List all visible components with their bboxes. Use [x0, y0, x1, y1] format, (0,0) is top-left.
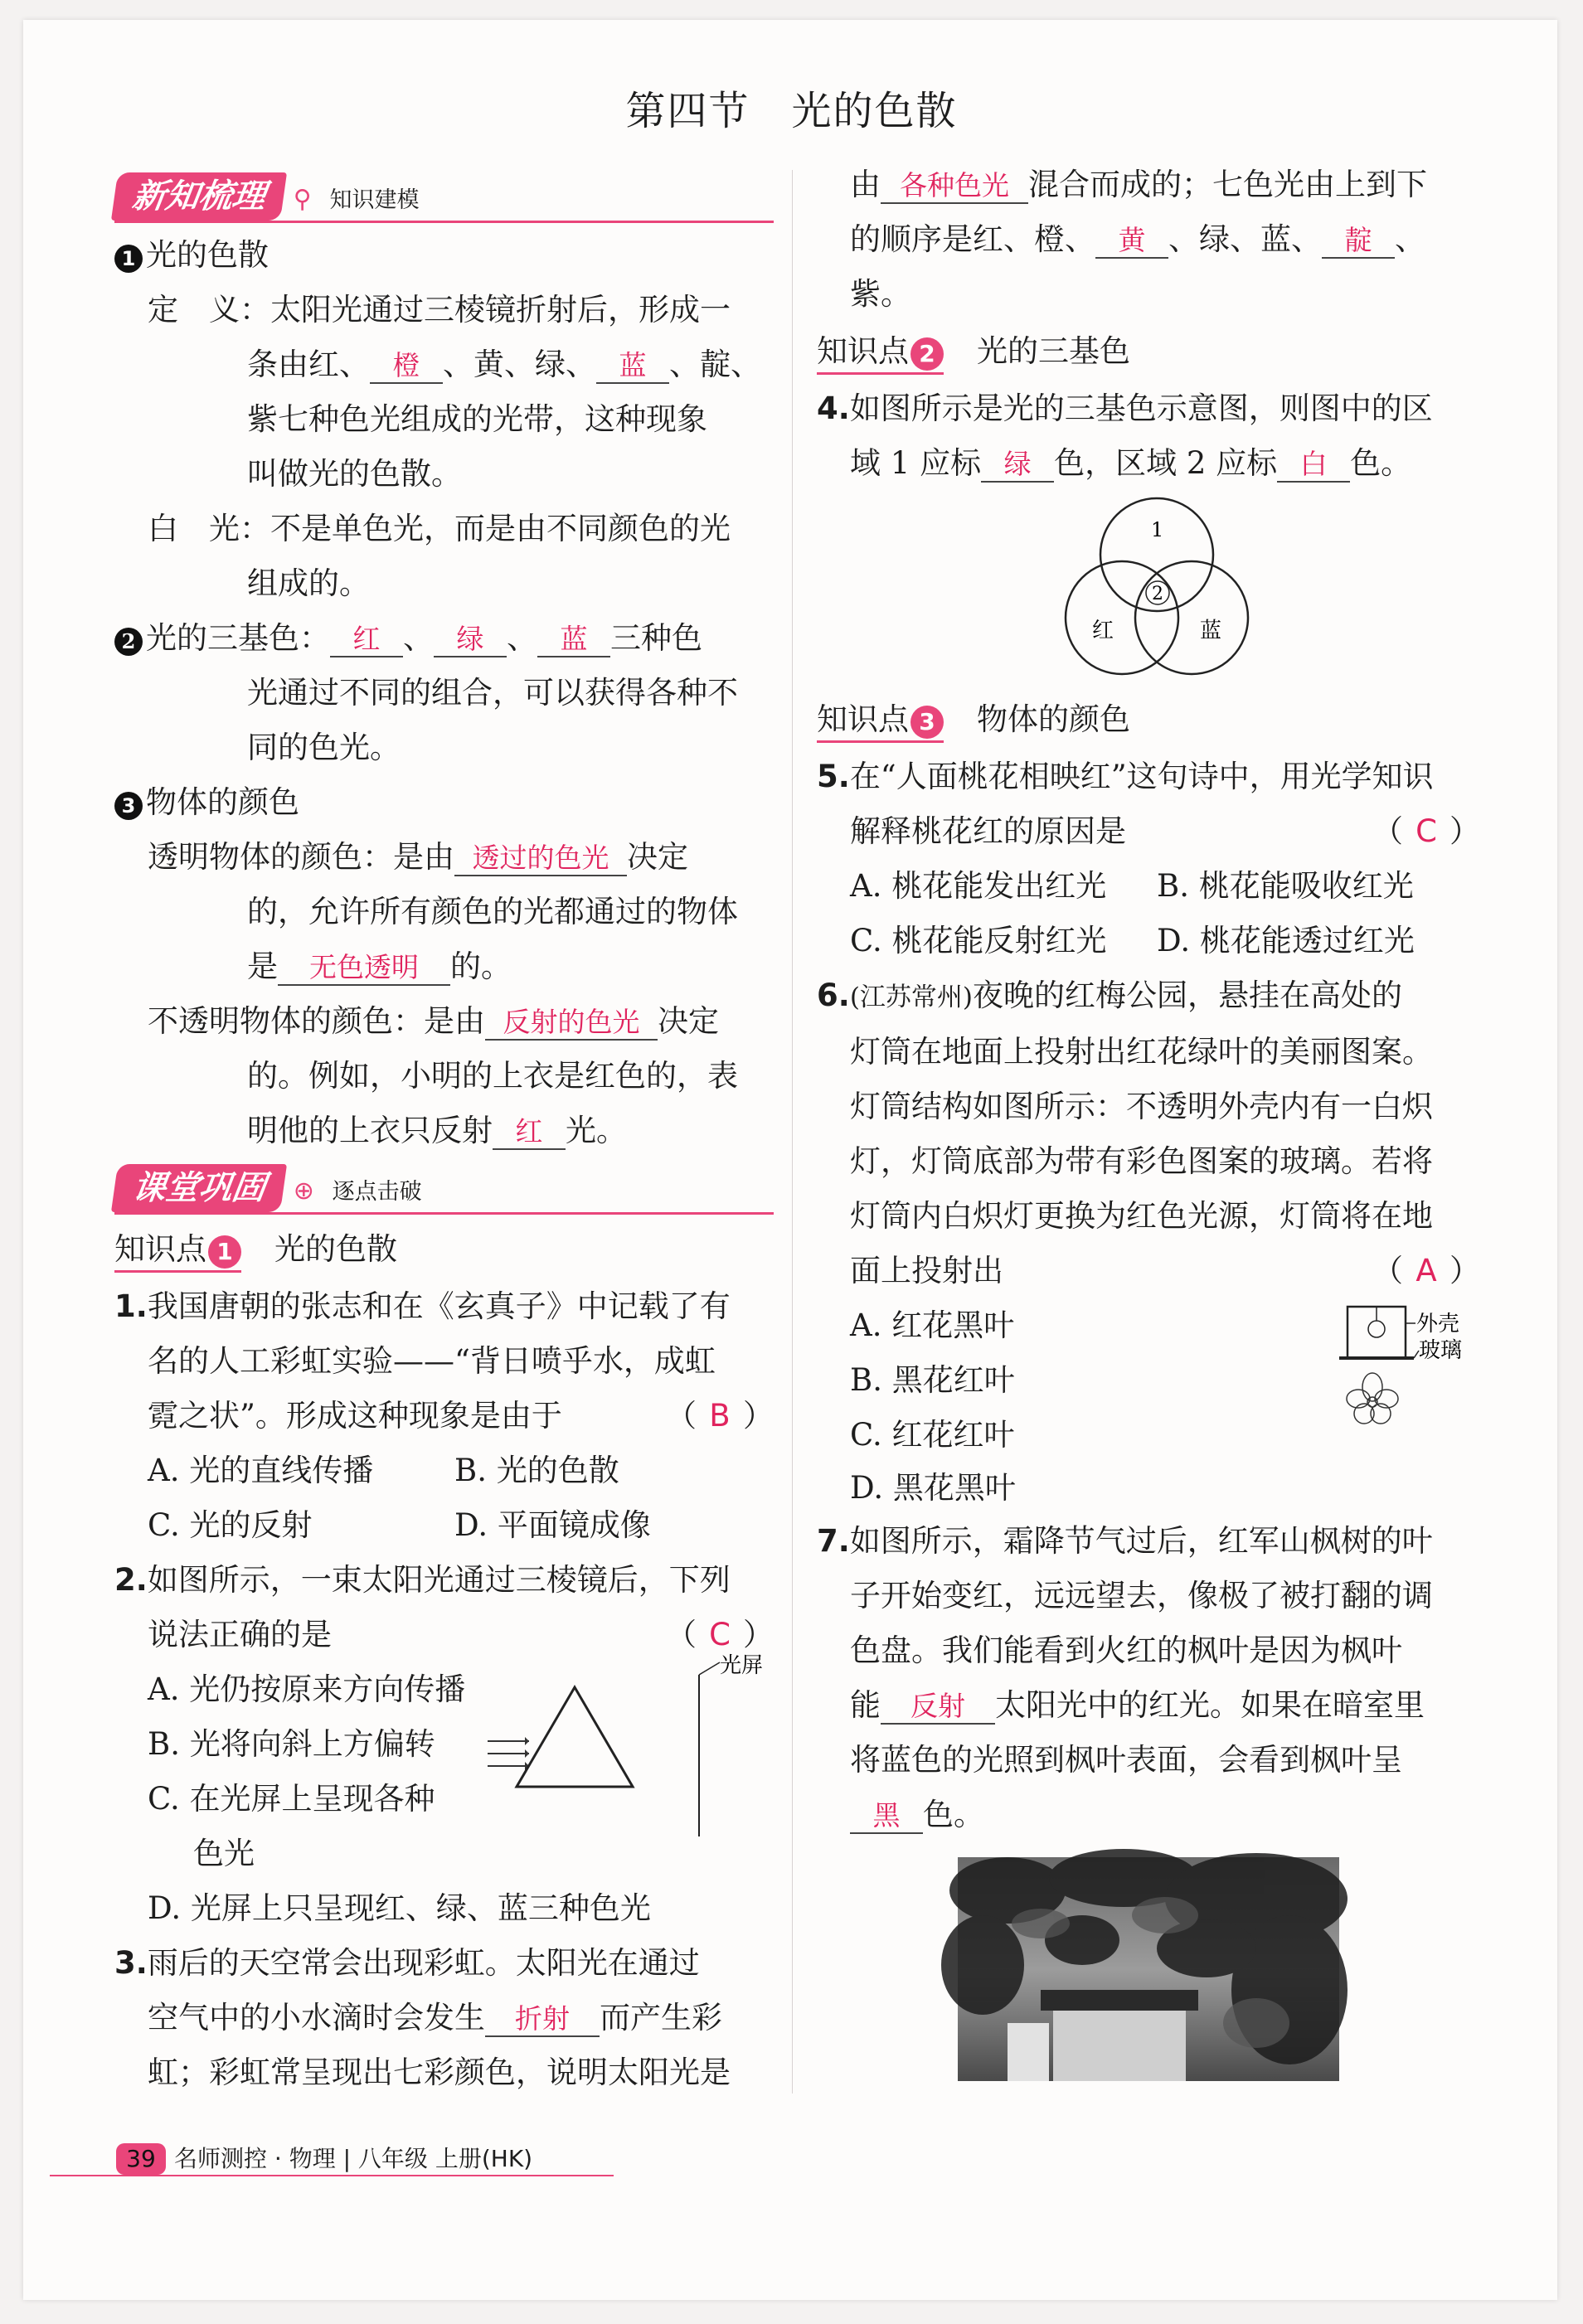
text: 、黄、绿、	[443, 347, 596, 382]
text: 、绿、蓝、	[1168, 221, 1322, 257]
question-text: 灯，灯筒底部为带有彩色图案的玻璃。若将	[850, 1143, 1433, 1179]
option-b[interactable]: B. 黑花红叶	[850, 1362, 1015, 1398]
kp-number: 2	[910, 337, 944, 371]
answer-paren	[666, 1389, 774, 1443]
text: 而产生彩	[600, 2000, 722, 2035]
text: 太阳光中的红光。如果在暗室里	[995, 1687, 1425, 1723]
question-number: 1.	[114, 1288, 148, 1324]
question-text: 灯筒结构如图所示：不透明外壳内有一白炽	[850, 1089, 1433, 1124]
options-row	[817, 859, 1480, 914]
answer-blank[interactable]: 黑	[850, 1799, 923, 1834]
transparent-label: 透明物体的颜色：	[148, 839, 393, 875]
text: 是	[247, 949, 278, 984]
page-footer	[116, 2141, 614, 2174]
kp-label-text: 知识点	[817, 701, 909, 737]
white-light-line: 组成的。	[247, 565, 370, 601]
leader-line	[699, 1662, 720, 1675]
transparent-line	[114, 939, 774, 994]
page-number: 39	[116, 2143, 166, 2175]
text: ）	[743, 1398, 774, 1434]
text: 、	[507, 620, 537, 656]
option-b[interactable]: B. 桃花能吸收红光	[1157, 868, 1414, 904]
option-a[interactable]: A. 桃花能发出红光	[850, 868, 1107, 904]
text: 决定	[627, 839, 688, 875]
text: 由	[850, 167, 881, 202]
answer-blank[interactable]: 橙	[370, 349, 443, 384]
text: 说法正确的是	[148, 1617, 332, 1652]
knowledge-point-label	[114, 1229, 241, 1273]
option-b[interactable]: B. 光的色散	[454, 1453, 619, 1488]
question-text	[817, 1244, 1480, 1298]
section-subtitle: 逐点击破	[332, 1179, 422, 1205]
point-1-title: 光的色散	[146, 237, 269, 273]
question-text: 子开始变红，远远望去，像极了被打翻的调	[850, 1578, 1433, 1613]
prism-diagram	[479, 1653, 764, 1836]
answer-blank[interactable]: 蓝	[596, 349, 669, 384]
section-underline	[114, 221, 774, 223]
text: （	[1372, 1253, 1403, 1288]
text: 明他的上衣只反射	[247, 1113, 493, 1148]
question-text	[817, 1788, 1480, 1842]
question-number: 4.	[817, 391, 850, 426]
question-text	[817, 1678, 1480, 1733]
text: 能	[850, 1687, 881, 1723]
knowledge-point-label	[817, 699, 944, 743]
section-underline	[114, 1212, 774, 1215]
number-badge: 3	[114, 792, 143, 820]
text: 在“人面桃花相映红”这句诗中，用光学知识	[849, 759, 1434, 794]
answer-choice[interactable]: B	[709, 1398, 731, 1434]
text: 如图所示，一束太阳光通过三棱镜后，下列	[147, 1562, 731, 1598]
answer-blank[interactable]: 绿	[434, 623, 507, 657]
question-text: 虹；彩虹常呈现出七彩颜色，说明太阳光是	[148, 2055, 731, 2090]
venn-container	[817, 491, 1480, 690]
answer-blank[interactable]: 绿	[981, 448, 1054, 483]
kp-number: 3	[910, 706, 944, 739]
answer-blank[interactable]: 白	[1277, 448, 1350, 483]
answer-blank[interactable]: 无色透明	[278, 951, 450, 986]
shell-label: 外壳	[1416, 1312, 1460, 1337]
knowledge-point-2	[817, 322, 1480, 381]
option-a[interactable]: A. 光仍按原来方向传播	[148, 1671, 466, 1707]
knowledge-point-1	[114, 1220, 774, 1279]
text: 、紫。	[850, 221, 1425, 312]
question-text	[817, 212, 1480, 322]
text: 是由	[393, 839, 454, 875]
question-3	[114, 1936, 774, 1991]
answer-blank[interactable]: 反射的色光	[485, 1006, 658, 1041]
text: 混合而成的；七色光由上到下	[1028, 167, 1427, 202]
definition-line: 紫七种色光组成的光带，这种现象	[247, 401, 707, 437]
definition-label: 定 义：	[148, 292, 270, 327]
blue-label: 蓝	[1200, 619, 1222, 643]
circle-blue	[1135, 561, 1248, 674]
option-d[interactable]: D. 光屏上只呈现红、绿、蓝三种色光	[148, 1890, 651, 1926]
text: 色，区域 2 应标	[1054, 445, 1278, 481]
question-text: 名的人工彩虹实验——“背日喷乎水，成虹	[148, 1343, 716, 1379]
maple-leaves-photo	[958, 1857, 1339, 2081]
option-a[interactable]: A. 光的直线传播	[148, 1453, 374, 1488]
question-text	[817, 158, 1480, 212]
section-subtitle: 知识建模	[329, 187, 420, 213]
options-row	[114, 1443, 774, 1498]
text: 的顺序是红、橙、	[850, 221, 1095, 257]
text: 的。	[450, 949, 512, 984]
question-number: 3.	[114, 1945, 148, 1981]
text: 是由	[424, 1003, 485, 1039]
option-c-continued: 色光	[193, 1836, 255, 1871]
answer-choice[interactable]: A	[1415, 1253, 1437, 1288]
question-2	[114, 1553, 774, 1608]
text: 决定	[658, 1003, 719, 1039]
target-icon: ⊕	[293, 1177, 314, 1206]
text: ）	[1449, 1253, 1480, 1288]
opaque-line: 的。例如，小明的上衣是红色的，表	[247, 1058, 738, 1094]
text: 光。	[566, 1113, 627, 1148]
answer-blank[interactable]: 各种色光	[881, 169, 1028, 204]
answer-paren	[1372, 1244, 1480, 1298]
option-c[interactable]: C. 光的反射	[148, 1507, 313, 1543]
footer-line	[50, 2175, 614, 2176]
transparent-line: 的，允许所有颜色的光都通过的物体	[247, 894, 738, 929]
text: 如图所示是光的三基色示意图，则图中的区	[849, 391, 1433, 426]
text: 域 1 应标	[850, 445, 982, 481]
definition-line: 叫做光的色散。	[247, 456, 462, 492]
text: ）	[743, 1617, 774, 1652]
lamp-tube-diagram	[1339, 1303, 1472, 1435]
search-icon: ⚲	[293, 185, 312, 214]
text: 面上投射出	[850, 1253, 1003, 1288]
knowledge-point-title: 光的色散	[274, 1231, 397, 1267]
answer-blank[interactable]: 折射	[485, 2002, 600, 2037]
text: 条由红、	[247, 347, 370, 382]
answer-choice[interactable]: C	[709, 1617, 731, 1652]
left-column	[114, 170, 774, 2100]
answer-blank[interactable]: 反射	[881, 1690, 995, 1725]
right-column	[817, 158, 1480, 2081]
knowledge-point-title: 光的三基色	[977, 333, 1130, 369]
text: （	[666, 1617, 697, 1652]
point-3-heading	[114, 775, 774, 830]
text: 雨后的天空常会出现彩虹。太阳光在通过	[147, 1945, 700, 1981]
q6-options	[817, 1298, 1480, 1514]
text: （	[666, 1398, 697, 1434]
text: ）	[1449, 813, 1480, 849]
region-1-label: 1	[1151, 518, 1164, 541]
answer-blank[interactable]: 红	[493, 1115, 566, 1150]
question-5	[817, 750, 1480, 804]
flower-icon	[1347, 1373, 1398, 1424]
option-d[interactable]: D. 黑花黑叶	[850, 1470, 1016, 1506]
definition-line	[114, 337, 774, 392]
question-text	[114, 1991, 774, 2045]
kp-label-text: 知识点	[817, 333, 909, 369]
definition-line	[114, 283, 774, 337]
text: 霓之状”。形成这种现象是由于	[148, 1398, 562, 1434]
answer-paren	[1372, 804, 1480, 859]
point-2-line: 同的色光。	[247, 730, 401, 765]
question-4	[817, 381, 1480, 436]
question-number: 5.	[817, 759, 850, 794]
text: 色。	[1350, 445, 1412, 481]
arrow	[525, 1749, 529, 1758]
page-title: 第四节 光的色散	[625, 88, 958, 134]
question-text: 灯筒内白炽灯更换为红色光源，灯筒将在地	[850, 1198, 1433, 1234]
section-banner: 新知梳理	[111, 172, 287, 221]
text: 三种色	[610, 620, 702, 656]
kp-label-text: 知识点	[114, 1231, 206, 1267]
circle-red	[1066, 561, 1178, 674]
screen-label: 光屏	[720, 1653, 764, 1678]
question-source: (江苏常州)	[849, 982, 974, 1012]
answer-blank[interactable]: 蓝	[537, 623, 610, 657]
question-text	[817, 436, 1480, 491]
question-text: 将蓝色的光照到枫叶表面，会看到枫叶呈	[850, 1742, 1402, 1778]
option-c[interactable]: C. 在光屏上呈现各种	[148, 1781, 435, 1817]
transparent-line	[114, 830, 774, 885]
section-header-new-knowledge	[114, 170, 774, 228]
text: 太阳光通过三棱镜折射后，形成一	[270, 292, 731, 327]
knowledge-point-label	[817, 331, 944, 375]
option-b[interactable]: B. 光将向斜上方偏转	[148, 1726, 435, 1762]
option-d[interactable]: D. 平面镜成像	[454, 1507, 651, 1543]
opaque-line	[114, 1104, 774, 1158]
question-text: 灯筒在地面上投射出红花绿叶的美丽图案。	[850, 1034, 1433, 1070]
question-6	[817, 968, 1480, 1025]
text: 不是单色光，而是由不同颜色的光	[270, 511, 731, 546]
q2-body	[114, 1653, 774, 1936]
question-number: 2.	[114, 1562, 148, 1598]
option-c[interactable]: C. 红花红叶	[850, 1417, 1015, 1453]
question-text: 色盘。我们能看到火红的枫叶是因为枫叶	[850, 1633, 1402, 1668]
number-badge: 1	[114, 245, 143, 273]
question-text	[817, 804, 1480, 859]
text: 、靛、	[669, 347, 761, 382]
answer-blank[interactable]: 黄	[1095, 224, 1168, 259]
options-row	[817, 914, 1480, 968]
point-3-title: 物体的颜色	[146, 784, 299, 820]
book-info: 名师测控 · 物理 | 八年级 上册(HK)	[174, 2145, 533, 2172]
text: 空气中的小水滴时会发生	[148, 2000, 485, 2035]
text: 色。	[923, 1797, 984, 1832]
glass-label: 玻璃	[1419, 1338, 1463, 1363]
answer-blank[interactable]: 靛	[1322, 224, 1395, 259]
prism	[517, 1687, 633, 1787]
knowledge-point-title: 物体的颜色	[977, 701, 1130, 737]
answer-choice[interactable]: C	[1415, 813, 1437, 849]
text: 解释桃花红的原因是	[850, 813, 1126, 849]
question-7	[817, 1514, 1480, 1569]
white-light-line	[114, 502, 774, 556]
text: 我国唐朝的张志和在《玄真子》中记载了有	[147, 1288, 731, 1324]
point-2-title: 光的三基色：	[146, 620, 330, 656]
option-a[interactable]: A. 红花黑叶	[850, 1308, 1015, 1343]
options-row	[114, 1498, 774, 1553]
point-2-line: 光通过不同的组合，可以获得各种不	[247, 675, 738, 711]
white-light-label: 白 光：	[148, 511, 270, 546]
column-divider	[792, 170, 793, 2094]
opaque-line	[114, 994, 774, 1049]
option-c[interactable]: C. 桃花能反射红光	[850, 923, 1107, 958]
knowledge-point-3	[817, 690, 1480, 750]
question-number: 7.	[817, 1523, 850, 1559]
arrow	[525, 1737, 529, 1745]
bulb-icon	[1368, 1321, 1385, 1337]
red-label: 红	[1092, 619, 1114, 643]
text: （	[1372, 813, 1403, 849]
kp-number: 1	[208, 1235, 241, 1269]
text: 、	[403, 620, 434, 656]
question-text	[114, 1608, 774, 1662]
text: 夜晚的红梅公园，悬挂在高处的	[973, 978, 1403, 1013]
answer-blank[interactable]: 红	[330, 623, 403, 657]
section-banner: 课堂巩固	[111, 1164, 287, 1212]
question-text	[114, 1389, 774, 1443]
option-d[interactable]: D. 桃花能透过红光	[1157, 923, 1415, 958]
question-number: 6.	[817, 978, 850, 1013]
section-header-consolidation	[114, 1162, 774, 1220]
text: 如图所示，霜降节气过后，红军山枫树的叶	[849, 1523, 1433, 1559]
point-1-heading	[114, 228, 774, 283]
three-primary-colors-venn	[1057, 495, 1256, 686]
region-2-label: 2	[1152, 584, 1163, 604]
point-2-line	[114, 611, 774, 666]
answer-blank[interactable]: 透过的色光	[454, 842, 627, 876]
question-1	[114, 1279, 774, 1334]
opaque-label: 不透明物体的颜色：	[148, 1003, 424, 1039]
number-badge: 2	[114, 628, 143, 656]
